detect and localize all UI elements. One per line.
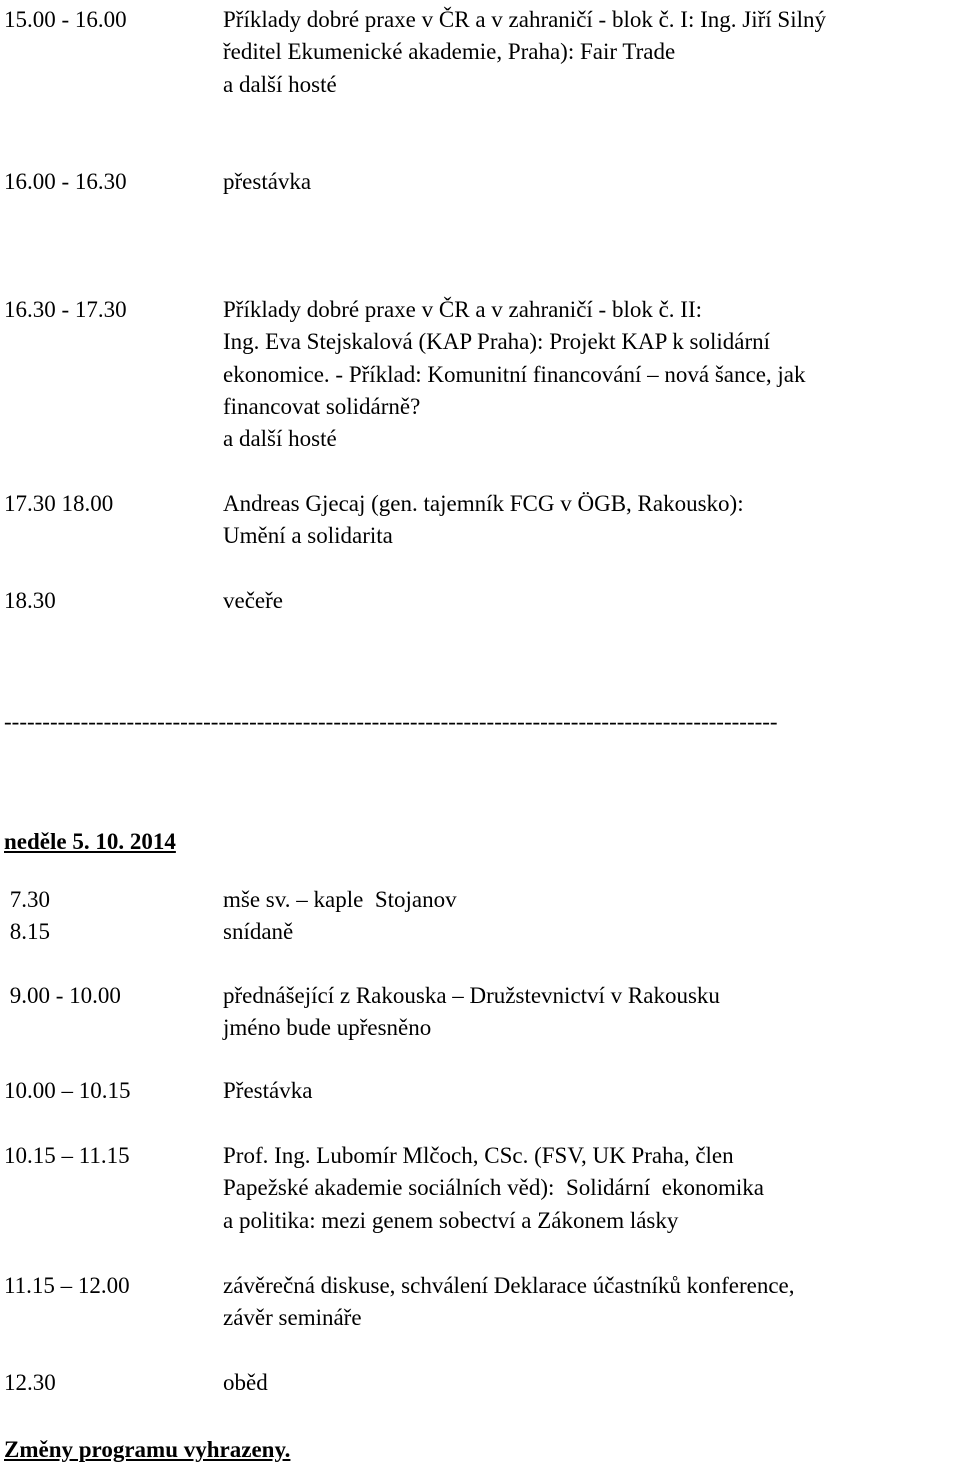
schedule-description [223,585,960,617]
description-line: ekonomice. - Příklad: Komunitní financování – nová šance, jak [223,361,806,387]
description-line: Papežské akademie sociálních věd): Solidární ekonomika [223,1175,764,1201]
schedule-time: 16.30 - 17.30 [4,297,127,322]
schedule-description [223,884,960,916]
schedule-time: 12.30 [4,1370,56,1395]
description-line: ředitel Ekumenické akademie, Praha): Fair Trade [223,39,676,65]
schedule-description [223,166,960,198]
schedule-time: 18.30 [4,588,56,613]
description-line: přednášející z Rakouska – Družstevnictví v Rakousku [223,983,720,1008]
schedule-time: 7.30 [4,887,50,912]
schedule-time: 17.30 18.00 [4,491,114,516]
schedule-time: 10.00 – 10.15 [4,1078,131,1103]
section-divider: ----------------------------------------------------------------------------------------------------- [4,709,778,734]
schedule-time: 8.15 [4,919,50,944]
footer-note: Změny programu vyhrazeny. [4,1437,291,1462]
schedule-description [223,1075,960,1107]
schedule-time: 15.00 - 16.00 [4,7,127,32]
schedule-description [223,4,960,101]
schedule-time: 10.15 – 11.15 [4,1143,130,1168]
description-line: Příklady dobré praxe v ČR a v zahraničí - blok č. II: [223,297,703,322]
description-line: oběd [223,1370,268,1395]
schedule-description [223,488,960,553]
schedule-time: 16.00 - 16.30 [4,169,127,194]
schedule-description [223,1140,960,1237]
description-line: a politika: mezi genem sobectví a Zákonem lásky [223,1207,679,1233]
description-line: jméno bude upřesněno [223,1015,432,1041]
description-line: Přestávka [223,1078,313,1103]
description-line: Ing. Eva Stejskalová (KAP Praha): Projekt KAP k solidární [223,329,771,355]
description-line: Prof. Ing. Lubomír Mlčoch, CSc. (FSV, UK Praha, člen [223,1143,734,1168]
description-line: snídaně [223,919,294,944]
day-heading: neděle 5. 10. 2014 [4,829,176,854]
description-line: a další hosté [223,71,337,97]
description-line: přestávka [223,169,312,194]
description-line: večeře [223,588,283,613]
description-line: mše sv. – kaple Stojanov [223,887,457,912]
description-line: závěrečná diskuse, schválení Deklarace účastníků konference, [223,1273,795,1298]
schedule-description [223,980,960,1045]
description-line: Umění a solidarita [223,523,393,549]
description-line: Andreas Gjecaj (gen. tajemník FCG v ÖGB, Rakousko): [223,491,744,516]
schedule-time: 11.15 – 12.00 [4,1273,130,1298]
schedule-time: 9.00 - 10.00 [4,983,121,1008]
description-line: závěr semináře [223,1305,362,1331]
description-line: financovat solidárně? [223,393,421,419]
description-line: a další hosté [223,426,337,452]
schedule-description [223,294,960,455]
schedule-description [223,916,960,948]
description-line: Příklady dobré praxe v ČR a v zahraničí - blok č. I: Ing. Jiří Silný [223,7,826,32]
schedule-description [223,1367,960,1399]
schedule-description [223,1270,960,1335]
